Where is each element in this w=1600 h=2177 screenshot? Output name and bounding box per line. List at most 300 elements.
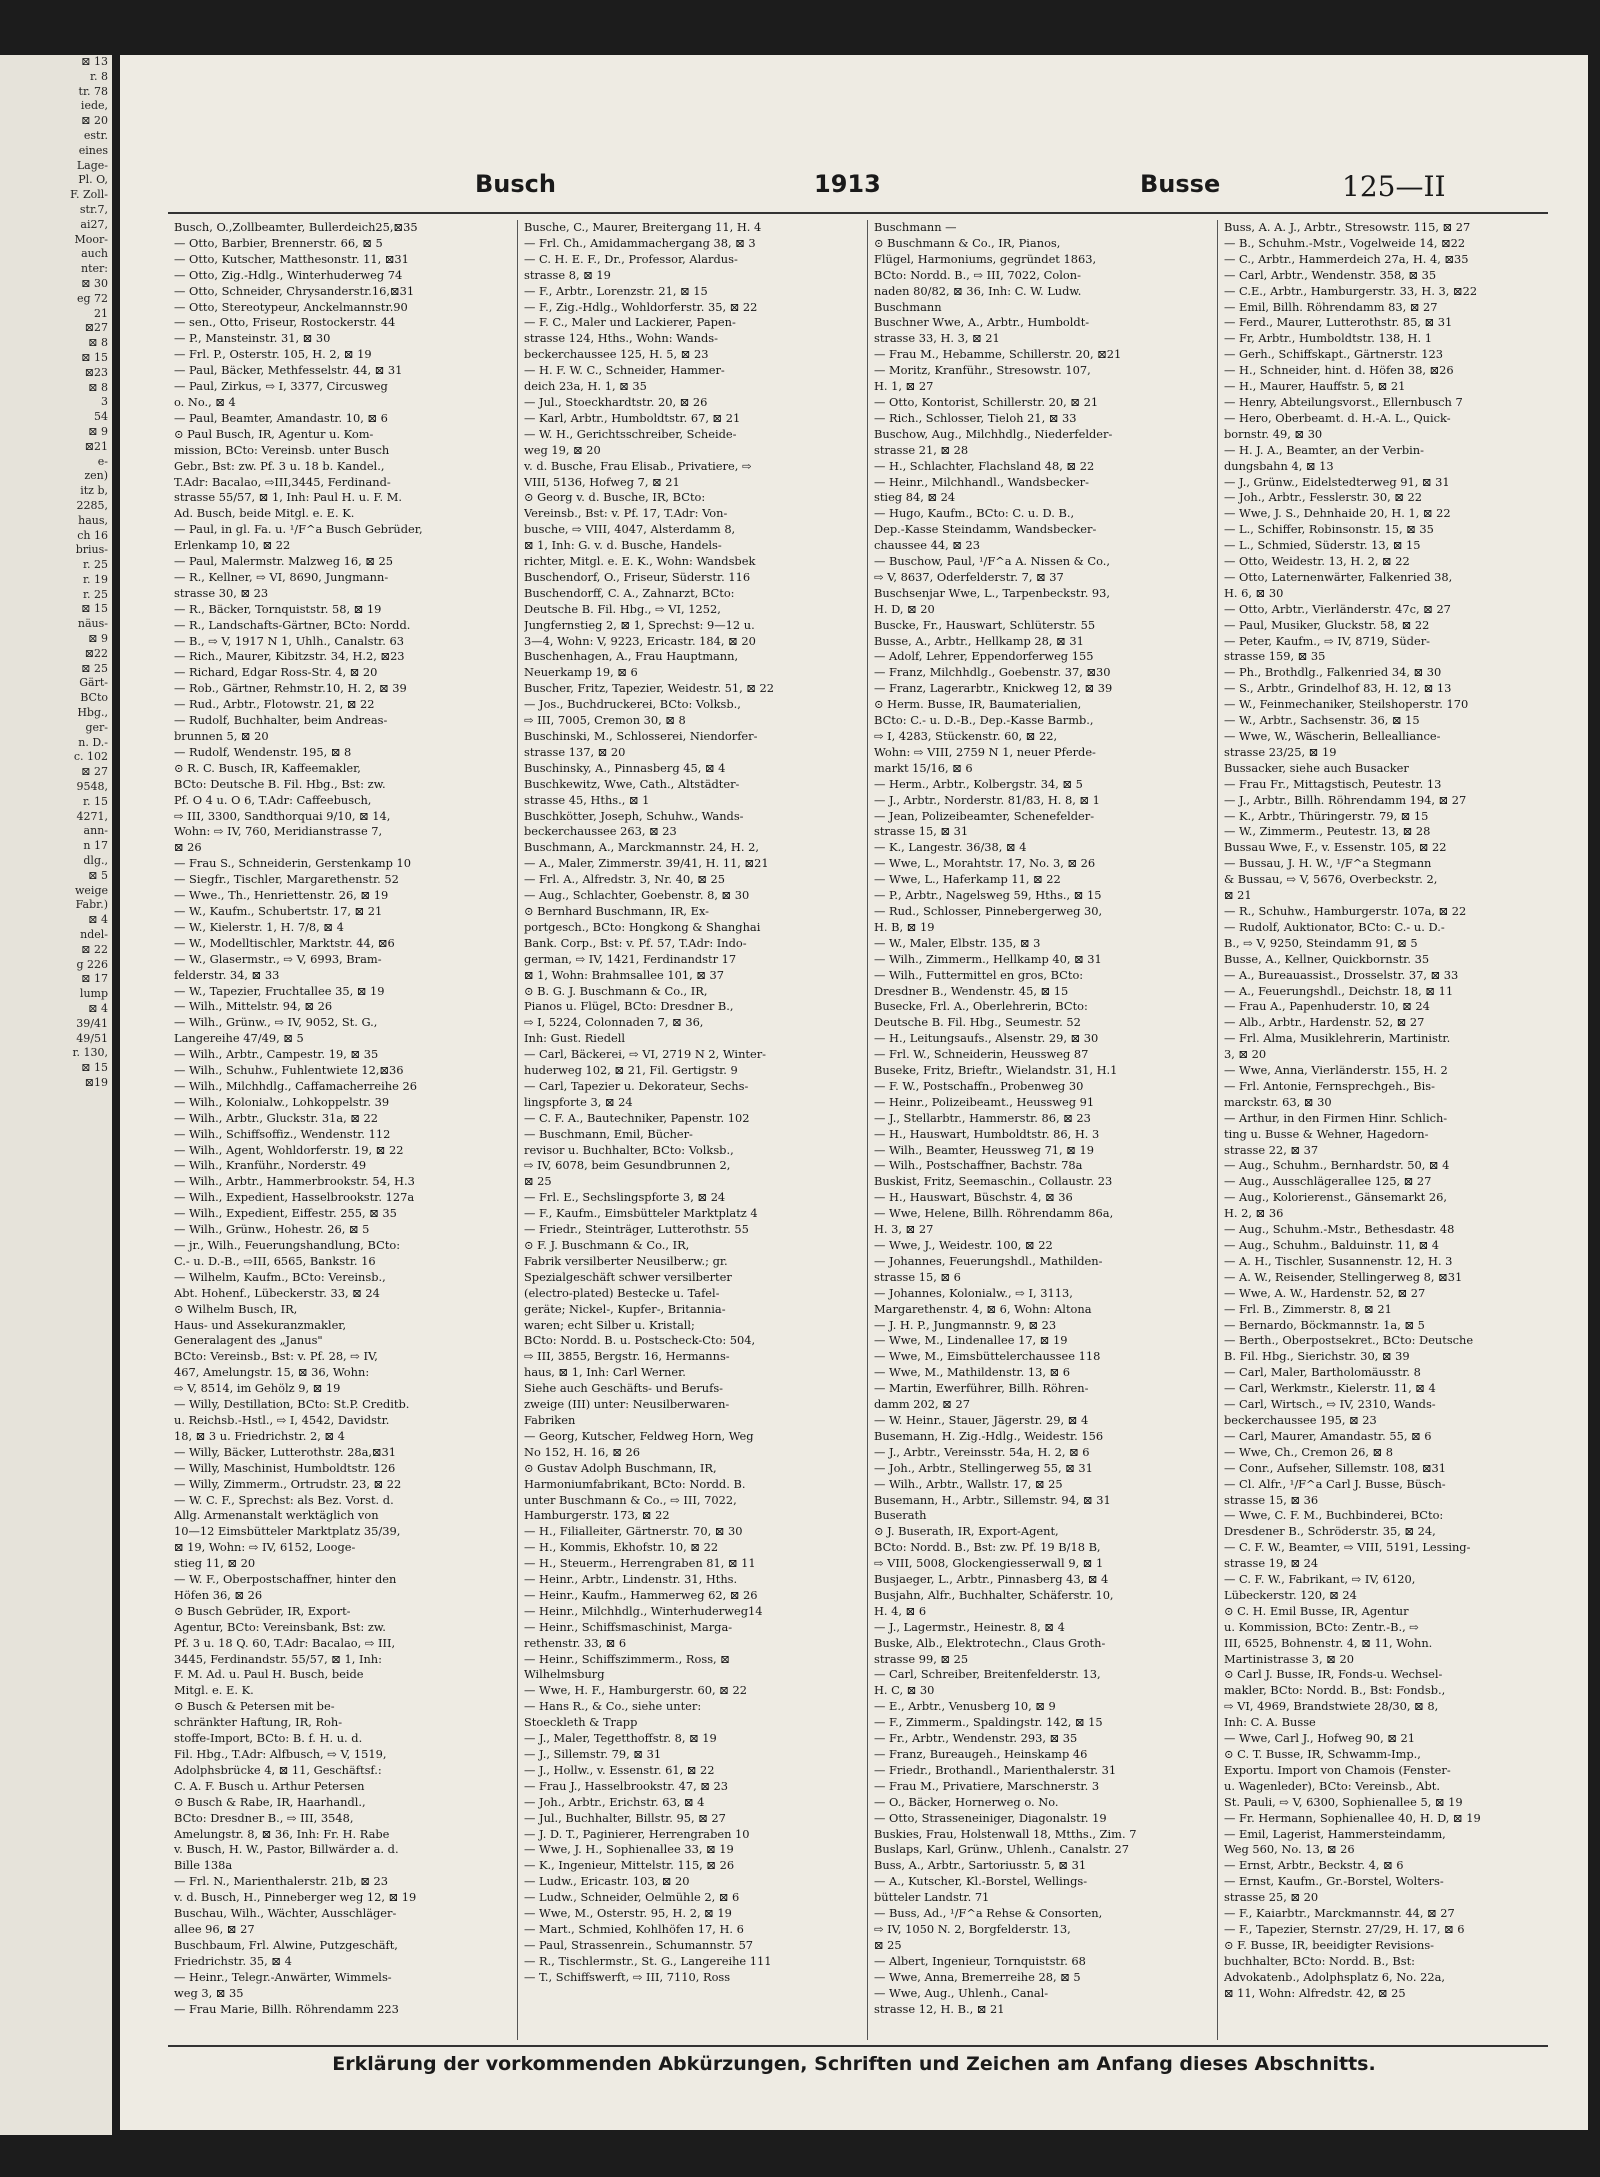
directory-entry: Amelungstr. 8, ⊠ 36, Inh: Fr. H. Rabe (174, 1826, 390, 1841)
directory-entry: u. Wagenleder), BCto: Vereinsb., Abt. (1224, 1778, 1440, 1793)
directory-entry: B. Fil. Hbg., Sierichstr. 30, ⊠ 39 (1224, 1349, 1410, 1364)
directory-entry: — Frl. W., Schneiderin, Heussweg 87 (874, 1047, 1089, 1062)
directory-entry: — Ernst, Arbtr., Beckstr. 4, ⊠ 6 (1224, 1858, 1404, 1873)
footer-rule (168, 2045, 1548, 2047)
directory-entry: — Heinr., Schiffsmaschinist, Marga- (524, 1619, 733, 1634)
directory-entry: Bussau Wwe, F., v. Essenstr. 105, ⊠ 22 (1224, 840, 1447, 855)
directory-entry: — Otto, Schneider, Chrysanderstr.16,⊠31 (174, 283, 415, 298)
directory-entry: — Frl. Ch., Amidammachergang 38, ⊠ 3 (524, 235, 756, 250)
directory-entry: — Frl. Alma, Musiklehrerin, Martinistr. (1224, 1031, 1451, 1046)
directory-entry: — F. W., Postschaffn., Probenweg 30 (874, 1078, 1084, 1093)
directory-entry: F. M. Ad. u. Paul H. Busch, beide (174, 1667, 364, 1682)
directory-entry: — Willy, Zimmerm., Ortrudstr. 23, ⊠ 22 (174, 1476, 402, 1491)
directory-entry: — H., Hauswart, Büschstr. 4, ⊠ 36 (874, 1190, 1073, 1205)
directory-entry: — H., Kommis, Ekhofstr. 10, ⊠ 22 (524, 1540, 719, 1555)
previous-page-fragment: dlg., (83, 854, 108, 868)
directory-entry: — Wilh., Kolonialw., Lohkoppelstr. 39 (174, 1094, 390, 1109)
directory-entry: — Gerh., Schiffskapt., Gärtnerstr. 123 (1224, 347, 1444, 362)
directory-entry: Generalagent des „Janus" (174, 1333, 323, 1348)
directory-entry: strasse 19, ⊠ 24 (1224, 1556, 1319, 1571)
directory-entry: ⊠ 21 (1224, 888, 1252, 903)
directory-entry: — J., Stellarbtr., Hammerstr. 86, ⊠ 23 (874, 1110, 1091, 1125)
directory-entry: ⇨ III, 3300, Sandthorquai 9/10, ⊠ 14, (174, 808, 391, 823)
directory-entry: — Ferd., Maurer, Lutterothstr. 85, ⊠ 31 (1224, 315, 1453, 330)
directory-entry: strasse 22, ⊠ 37 (1224, 1142, 1319, 1157)
directory-entry: strasse 8, ⊠ 19 (524, 267, 611, 282)
directory-entry: BCto: Nordd. B., ⇨ III, 7022, Colon- (874, 267, 1081, 282)
directory-entry: Busemann, H. Zig.-Hdlg., Weidestr. 156 (874, 1428, 1104, 1443)
directory-entry: — B., ⇨ V, 1917 N 1, Uhlh., Canalstr. 63 (174, 633, 404, 648)
directory-entry: richter, Mitgl. e. E. K., Wohn: Wandsbek (524, 554, 756, 569)
directory-entry: — H., Steuerm., Herrengraben 81, ⊠ 11 (524, 1556, 756, 1571)
directory-entry: — Frau A., Papenhuderstr. 10, ⊠ 24 (1224, 999, 1430, 1014)
directory-entry: — Heinr., Milchhandl., Wandsbecker- (874, 474, 1089, 489)
directory-entry: Margarethenstr. 4, ⊠ 6, Wohn: Altona (874, 1301, 1092, 1316)
directory-entry: Buschkötter, Joseph, Schuhw., Wands- (524, 808, 744, 823)
directory-entry: — E., Arbtr., Venusberg 10, ⊠ 9 (874, 1699, 1056, 1714)
entry-columns (168, 220, 1568, 2040)
directory-entry: — R., Kellner, ⇨ VI, 8690, Jungmann- (174, 569, 389, 584)
previous-page-fragment: ann- (83, 824, 108, 838)
directory-entry: — Paul, Malermstr. Malzweg 16, ⊠ 25 (174, 554, 394, 569)
directory-entry: — Frau S., Schneiderin, Gerstenkamp 10 (174, 856, 411, 871)
previous-page-fragment: iede, (80, 99, 108, 113)
directory-entry: weg 19, ⊠ 20 (524, 442, 601, 457)
directory-entry: Spezialgeschäft schwer versilberter (524, 1269, 732, 1284)
directory-entry: 467, Amelungstr. 15, ⊠ 36, Wohn: (174, 1365, 370, 1380)
directory-entry: — Buschmann, Emil, Bücher- (524, 1126, 693, 1141)
directory-entry: — Rud., Arbtr., Flotowstr. 21, ⊠ 22 (174, 697, 375, 712)
previous-page-fragment: ⊠ 13 (81, 55, 108, 68)
directory-entry: allee 96, ⊠ 27 (174, 1921, 255, 1936)
directory-entry: Busse, A., Arbtr., Hellkamp 28, ⊠ 31 (874, 633, 1084, 648)
directory-entry: — Rud., Schlosser, Pinnebergerweg 30, (874, 903, 1103, 918)
previous-page-fragment: 54 (94, 410, 108, 424)
previous-page-fragment: ⊠19 (84, 1075, 108, 1089)
directory-entry: — Paul, in gl. Fa. u. ¹/F^a Busch Gebrüder, (174, 522, 423, 537)
directory-entry: bornstr. 49, ⊠ 30 (1224, 426, 1323, 441)
directory-entry: — R., Bäcker, Tornquiststr. 58, ⊠ 19 (174, 601, 382, 616)
directory-entry: — Willy, Maschinist, Humboldtstr. 126 (174, 1460, 396, 1475)
directory-entry: BCto: Nordd. B., Bst: zw. Pf. 19 B/18 B, (874, 1540, 1101, 1555)
directory-entry: Buscke, Fr., Hauswart, Schlüterstr. 55 (874, 617, 1096, 632)
directory-entry: — H., Leitungsaufs., Alsenstr. 29, ⊠ 30 (874, 1031, 1099, 1046)
previous-page-fragment: ⊠ 5 (88, 868, 108, 882)
directory-entry: haus, ⊠ 1, Inh: Carl Werner. (524, 1365, 686, 1380)
directory-entry: — Carl, Bäckerei, ⇨ VI, 2719 N 2, Winter- (524, 1047, 767, 1062)
directory-entry: ⊠ 11, Wohn: Alfredstr. 42, ⊠ 25 (1224, 1985, 1406, 2000)
directory-entry: — Wilh., Expedient, Hasselbrookstr. 127a (174, 1190, 415, 1205)
directory-entry: strasse 33, H. 3, ⊠ 21 (874, 331, 1000, 346)
directory-entry: — Rudolf, Buchhalter, beim Andreas- (174, 713, 388, 728)
directory-entry: — jr., Wilh., Feuerungshandlung, BCto: (174, 1238, 401, 1252)
directory-entry: — Wwe, Ch., Cremon 26, ⊠ 8 (1224, 1444, 1394, 1459)
directory-entry: — W., Tapezier, Fruchtallee 35, ⊠ 19 (174, 983, 385, 998)
abbreviation-note: Erklärung der vorkommenden Abkürzungen, Schriften und Zeichen am Anfang dieses Abschnitts. (332, 2053, 1376, 2075)
directory-entry: — Wilh., Grünw., Hohestr. 26, ⊠ 5 (174, 1222, 370, 1237)
previous-page-fragment: ⊠ 8 (88, 380, 108, 394)
directory-entry: ⊙ Bernhard Buschmann, IR, Ex- (524, 903, 710, 918)
directory-entry: Adolphsbrücke 4, ⊠ 11, Geschäftsf.: (174, 1762, 382, 1777)
directory-entry: — W., Feinmechaniker, Steilshoperstr. 170 (1224, 697, 1469, 712)
previous-page-fragment: nter: (81, 262, 108, 276)
directory-entry: Buschinsky, A., Pinnasberg 45, ⊠ 4 (524, 760, 726, 775)
directory-entry: — R., Tischlermstr., St. G., Langereihe 111 (524, 1953, 772, 1968)
directory-entry: — C. F. A., Bautechniker, Papenstr. 102 (524, 1110, 750, 1125)
directory-entry: Buscher, Fritz, Tapezier, Weidestr. 51, ⊠ 22 (524, 681, 775, 696)
directory-entry: — Paul, Strassenrein., Schumannstr. 57 (524, 1937, 754, 1952)
directory-entry: Pianos u. Flügel, BCto: Dresdner B., (524, 999, 734, 1014)
directory-entry: — Paul, Zirkus, ⇨ I, 3377, Circusweg (174, 379, 388, 394)
directory-entry: — C. F. W., Fabrikant, ⇨ IV, 6120, (1224, 1572, 1416, 1587)
previous-page-fragment: ⊠27 (84, 321, 108, 335)
directory-entry: — Fr, Arbtr., Humboldtstr. 138, H. 1 (1224, 331, 1432, 346)
directory-entry: Deutsche B. Fil. Hbg., ⇨ VI, 1252, (524, 601, 721, 616)
directory-entry: Flügel, Harmoniums, gegründet 1863, (874, 251, 1097, 266)
previous-page-fragment: Pl. O, (78, 173, 108, 187)
directory-entry: Lübeckerstr. 120, ⊠ 24 (1224, 1587, 1357, 1602)
directory-entry: Bille 138a (174, 1858, 233, 1873)
directory-entry: — H., Hauswart, Humboldtstr. 86, H. 3 (874, 1126, 1100, 1141)
previous-page-fragment: ⊠ 9 (88, 424, 108, 438)
directory-entry: ⊙ C. T. Busse, IR, Schwamm-Imp., (1224, 1747, 1421, 1761)
directory-entry: — Otto, Kutscher, Matthesonstr. 11, ⊠31 (174, 251, 409, 266)
directory-entry: — W., Arbtr., Sachsenstr. 36, ⊠ 15 (1224, 713, 1420, 728)
directory-entry: — F., Tapezier, Sternstr. 27/29, H. 17, ⊠ 6 (1224, 1921, 1465, 1936)
directory-entry: — Wwe, L., Haferkamp 11, ⊠ 22 (874, 872, 1061, 887)
directory-entry: — J., Lagermstr., Heinestr. 8, ⊠ 4 (874, 1619, 1065, 1634)
directory-entry: — J., Hollw., v. Essenstr. 61, ⊠ 22 (524, 1762, 715, 1777)
directory-entry: — Cl. Alfr., ¹/F^a Carl J. Busse, Büsch- (1224, 1476, 1446, 1491)
previous-page-fragment: ger- (85, 720, 108, 734)
directory-entry: Buskies, Frau, Holstenwall 18, Mtths., Zim. 7 (874, 1826, 1137, 1841)
directory-entry: Neuerkamp 19, ⊠ 6 (524, 665, 638, 680)
previous-page-fragment: ⊠ 27 (81, 765, 108, 779)
directory-entry: — Wwe, W., Wäscherin, Bellealliance- (1224, 729, 1441, 743)
directory-entry: ⊠ 19, Wohn: ⇨ IV, 6152, Looge- (174, 1540, 356, 1555)
directory-entry: — Aug., Kolorierenst., Gänsemarkt 26, (1224, 1190, 1447, 1205)
directory-entry: Wilhelmsburg (524, 1667, 605, 1682)
directory-entry: v. d. Busche, Frau Elisab., Privatiere, ⇨ (524, 458, 752, 473)
directory-entry: buchhalter, BCto: Nordd. B., Bst: (1224, 1953, 1416, 1968)
running-head-right: Busse (1140, 170, 1221, 198)
directory-entry: — Carl, Tapezier u. Dekorateur, Sechs- (524, 1078, 749, 1093)
directory-entry: B., ⇨ V, 9250, Steindamm 91, ⊠ 5 (1224, 935, 1418, 950)
directory-entry: — W., Glasermstr., ⇨ V, 6993, Bram- (174, 951, 382, 966)
directory-entry: — Karl, Arbtr., Humboldtstr. 67, ⊠ 21 (524, 410, 741, 425)
directory-entry: — Wwe, H. F., Hamburgerstr. 60, ⊠ 22 (524, 1683, 747, 1698)
previous-page-fragment: ⊠22 (84, 646, 108, 660)
directory-entry: strasse 55/57, ⊠ 1, Inh: Paul H. u. F. M. (174, 490, 403, 505)
directory-entry: — Wilh., Agent, Wohldorferstr. 19, ⊠ 22 (174, 1142, 404, 1157)
directory-entry: — Wilh., Grünw., ⇨ IV, 9052, St. G., (174, 1015, 378, 1030)
directory-entry: — Joh., Arbtr., Stellingerweg 55, ⊠ 31 (874, 1460, 1093, 1475)
directory-entry: — Otto, Stereotypeur, Anckelmannstr.90 (174, 299, 408, 314)
previous-page-fragment: näus- (77, 617, 108, 631)
directory-entry: — Heinr., Schiffszimmerm., Ross, ⊠ (524, 1651, 730, 1666)
directory-entry: — J., Arbtr., Vereinsstr. 54a, H. 2, ⊠ 6 (874, 1444, 1090, 1459)
header-rule (168, 212, 1548, 214)
directory-entry: — Wwe, Anna, Bremerreihe 28, ⊠ 5 (874, 1969, 1081, 1984)
directory-entry: — Hugo, Kaufm., BCto: C. u. D. B., (874, 506, 1075, 521)
previous-page-fragment: ⊠23 (84, 365, 108, 379)
directory-entry: — Frl. B., Zimmerstr. 8, ⊠ 21 (1224, 1301, 1392, 1316)
directory-entry: — Herm., Arbtr., Kolbergstr. 34, ⊠ 5 (874, 776, 1083, 791)
previous-page-fragment: ⊠21 (84, 439, 108, 453)
directory-entry: C.- u. D.-B., ⇨III, 6565, Bankstr. 16 (174, 1253, 376, 1268)
directory-entry: — Wwe, C. F. M., Buchbinderei, BCto: (1224, 1508, 1444, 1523)
directory-entry: — Aug., Schuhm., Bernhardstr. 50, ⊠ 4 (1224, 1158, 1450, 1173)
directory-entry: — Carl, Arbtr., Wendenstr. 358, ⊠ 35 (1224, 267, 1437, 282)
directory-entry: — Wilh., Milchhdlg., Caffamacherreihe 26 (174, 1078, 417, 1093)
previous-page-fragment: n 17 (83, 839, 108, 853)
directory-entry: — Rudolf, Wendenstr. 195, ⊠ 8 (174, 744, 352, 759)
directory-entry: strasse 25, ⊠ 20 (1224, 1890, 1319, 1905)
directory-entry: v. d. Busch, H., Pinneberger weg 12, ⊠ 19 (174, 1890, 417, 1905)
directory-entry: unter Buschmann & Co., ⇨ III, 7022, (524, 1492, 737, 1507)
directory-entry: — Carl, Maler, Bartholomäusstr. 8 (1224, 1365, 1421, 1380)
directory-entry: Wohn: ⇨ IV, 760, Meridianstrasse 7, (174, 824, 383, 839)
directory-entry: ⊙ B. G. J. Buschmann & Co., IR, (524, 983, 708, 998)
directory-page (120, 55, 1588, 2130)
directory-entry: — C. F. W., Beamter, ⇨ VIII, 5191, Lessing- (1224, 1540, 1471, 1555)
directory-entry: Inh: C. A. Busse (1224, 1715, 1316, 1730)
directory-entry: — Frau M., Hebamme, Schillerstr. 20, ⊠21 (874, 347, 1122, 362)
previous-page-fragment: r. 130, (72, 1046, 108, 1060)
previous-page-fragment: Lage- (76, 158, 108, 172)
directory-entry: — Heinr., Milchhdlg., Winterhuderweg14 (524, 1603, 763, 1618)
directory-entry: ⊙ Buschmann & Co., IR, Pianos, (874, 235, 1061, 250)
directory-entry: ⊠ 1, Inh: G. v. d. Busche, Handels- (524, 538, 722, 553)
directory-entry: — Albert, Ingenieur, Tornquiststr. 68 (874, 1953, 1086, 1968)
directory-entry: — Wilh., Beamter, Heussweg 71, ⊠ 19 (874, 1142, 1094, 1157)
directory-entry: — Otto, Kontorist, Schillerstr. 20, ⊠ 21 (874, 394, 1099, 409)
directory-entry: — Georg, Kutscher, Feldweg Horn, Weg (524, 1428, 754, 1443)
directory-entry: deich 23a, H. 1, ⊠ 35 (524, 379, 647, 394)
directory-entry: Busse, A., Kellner, Quickbornstr. 35 (1224, 951, 1430, 966)
directory-entry: — W., Maler, Elbstr. 135, ⊠ 3 (874, 935, 1041, 950)
directory-entry: strasse 45, Hths., ⊠ 1 (524, 792, 650, 807)
directory-entry: Buschner Wwe, A., Arbtr., Humboldt- (874, 315, 1090, 330)
previous-page-fragment: ⊠ 17 (81, 972, 108, 986)
previous-page-fragment: 2285, (76, 498, 108, 512)
previous-page-fragment: ⊠ 22 (81, 942, 108, 956)
directory-entry: — A., Bureauassist., Drosselstr. 37, ⊠ 33 (1224, 967, 1459, 982)
directory-entry: III, 6525, Bohnenstr. 4, ⊠ 11, Wohn. (1224, 1635, 1433, 1650)
directory-entry: Höfen 36, ⊠ 26 (174, 1587, 263, 1602)
directory-entry: — Heinr., Polizeibeamt., Heussweg 91 (874, 1094, 1095, 1109)
directory-entry: — Willy, Destillation, BCto: St.P. Creditb. (174, 1397, 410, 1412)
directory-entry: Friedrichstr. 35, ⊠ 4 (174, 1953, 292, 1968)
directory-entry: portgesch., BCto: Hongkong & Shanghai (524, 919, 761, 934)
previous-page-fragment: 49/51 (76, 1031, 108, 1045)
previous-page-fragment: g 226 (76, 957, 108, 971)
directory-entry: — J. H. P., Jungmannstr. 9, ⊠ 23 (874, 1317, 1057, 1332)
directory-entry: Buschendorff, C. A., Zahnarzt, BCto: (524, 585, 735, 600)
directory-entry: H. C, ⊠ 30 (874, 1683, 935, 1698)
directory-entry: — Wilh., Arbtr., Gluckstr. 31a, ⊠ 22 (174, 1110, 379, 1125)
directory-entry: ⇨ I, 5224, Colonnaden 7, ⊠ 36, (524, 1015, 704, 1030)
directory-entry: — Rob., Gärtner, Rehmstr.10, H. 2, ⊠ 39 (174, 681, 407, 696)
directory-entry: 3, ⊠ 20 (1224, 1047, 1267, 1062)
directory-entry: Dresdner B., Wendenstr. 45, ⊠ 15 (874, 983, 1069, 998)
directory-entry: — H. J. A., Beamter, an der Verbin- (1224, 442, 1424, 457)
previous-page-fragment: 3 (101, 395, 108, 409)
directory-entry: — Heinr., Arbtr., Lindenstr. 31, Hths. (524, 1572, 738, 1587)
directory-entry: Buske, Alb., Elektrotechn., Claus Groth- (874, 1635, 1106, 1650)
directory-entry: — Frau Fr., Mittagstisch, Peutestr. 13 (1224, 776, 1442, 791)
directory-entry: ⊙ C. H. Emil Busse, IR, Agentur (1224, 1603, 1409, 1618)
directory-entry: rethenstr. 33, ⊠ 6 (524, 1635, 627, 1650)
directory-entry: ⊙ J. Buserath, IR, Export-Agent, (874, 1524, 1059, 1539)
directory-entry: weg 3, ⊠ 35 (174, 1985, 244, 2000)
directory-entry: — T., Schiffswerft, ⇨ III, 7110, Ross (524, 1969, 731, 1984)
directory-entry: — Frl. Antonie, Fernsprechgeh., Bis- (1224, 1078, 1435, 1093)
directory-entry: Buschkewitz, Wwe, Cath., Altstädter- (524, 776, 740, 791)
directory-entry: — Wilh., Schuhw., Fuhlentwiete 12,⊠36 (174, 1063, 404, 1078)
directory-entry: beckerchaussee 263, ⊠ 23 (524, 824, 677, 839)
directory-entry: Haus- und Assekuranzmakler, (174, 1317, 347, 1332)
directory-entry: strasse 15, ⊠ 6 (874, 1269, 961, 1284)
directory-entry: — W. Heinr., Stauer, Jägerstr. 29, ⊠ 4 (874, 1412, 1089, 1427)
directory-entry: strasse 15, ⊠ 36 (1224, 1492, 1319, 1507)
directory-entry: — Jul., Buchhalter, Billstr. 95, ⊠ 27 (524, 1810, 726, 1825)
directory-entry: — C.E., Arbtr., Hamburgerstr. 33, H. 3, ⊠22 (1224, 283, 1478, 298)
directory-entry: ⇨ VI, 4969, Brandstwiete 28/30, ⊠ 8, (1224, 1699, 1439, 1714)
directory-entry: — Moritz, Kranführ., Stresowstr. 107, (874, 363, 1091, 378)
directory-entry: ⊙ Paul Busch, IR, Agentur u. Kom- (174, 426, 374, 441)
previous-page-fragment: ⊠ 15 (81, 350, 108, 364)
previous-page-fragment: ndel- (80, 928, 108, 942)
directory-entry: — W., Kielerstr. 1, H. 7/8, ⊠ 4 (174, 919, 344, 934)
directory-entry: — Wilh., Futtermittel en gros, BCto: (874, 967, 1084, 982)
directory-entry: — Willy, Bäcker, Lutterothstr. 28a,⊠31 (174, 1444, 397, 1459)
directory-entry: T.Adr: Bacalao, ⇨III,3445, Ferdinand- (174, 474, 391, 489)
directory-entry: — Adolf, Lehrer, Eppendorferweg 155 (874, 649, 1094, 664)
directory-entry: — F., Kaiarbtr., Marckmannstr. 44, ⊠ 27 (1224, 1906, 1455, 1921)
previous-page-fragment: Hbg., (77, 706, 108, 720)
directory-entry: C. A. F. Busch u. Arthur Petersen (174, 1778, 365, 1793)
directory-entry: v. Busch, H. W., Pastor, Billwärder a. d. (174, 1842, 399, 1857)
previous-page-fragment: Gärt- (79, 676, 108, 690)
directory-entry: — Wwe, M., Osterstr. 95, H. 2, ⊠ 19 (524, 1906, 732, 1921)
previous-page-fragment: str.7, (79, 202, 108, 216)
directory-entry: — Mart., Schmied, Kohlhöfen 17, H. 6 (524, 1921, 744, 1936)
previous-page-fragment: ⊠ 25 (81, 661, 108, 675)
directory-entry: — Jul., Stoeckhardtstr. 20, ⊠ 26 (524, 394, 708, 409)
directory-entry: — Fr. Hermann, Sophienallee 40, H. D, ⊠ 19 (1224, 1810, 1481, 1825)
directory-entry: strasse 99, ⊠ 25 (874, 1651, 969, 1666)
directory-entry: — Wwe, Helene, Billh. Röhrendamm 86a, (874, 1206, 1114, 1221)
directory-entry: stieg 84, ⊠ 24 (874, 490, 956, 505)
directory-entry: ⊠ 26 (174, 840, 202, 855)
directory-entry: — W., Zimmerm., Peutestr. 13, ⊠ 28 (1224, 824, 1431, 839)
directory-entry: — R., Schuhw., Hamburgerstr. 107a, ⊠ 22 (1224, 903, 1467, 918)
directory-entry: — J., Grünw., Eidelstedterweg 91, ⊠ 31 (1224, 474, 1450, 489)
directory-entry: — Franz, Lagerarbtr., Knickweg 12, ⊠ 39 (874, 681, 1113, 696)
directory-entry: — Fr., Arbtr., Wendenstr. 293, ⊠ 35 (874, 1731, 1078, 1746)
directory-entry: Gebr., Bst: zw. Pf. 3 u. 18 b. Kandel., (174, 458, 385, 473)
directory-entry: — Frl. E., Sechslingspforte 3, ⊠ 24 (524, 1190, 726, 1205)
directory-entry: — H., Schlachter, Flachsland 48, ⊠ 22 (874, 458, 1095, 473)
directory-entry: — Wwe, A. W., Hardenstr. 52, ⊠ 27 (1224, 1285, 1426, 1300)
directory-entry: Buschau, Wilh., Wächter, Ausschläger- (174, 1906, 397, 1921)
directory-entry: — Rudolf, Auktionator, BCto: C.- u. D.- (1224, 919, 1445, 934)
directory-entry: ⇨ V, 8637, Oderfelderstr. 7, ⊠ 37 (874, 569, 1064, 584)
directory-entry: — H. F. W. C., Schneider, Hammer- (524, 363, 725, 378)
directory-entry: strasse 15, ⊠ 31 (874, 824, 969, 839)
directory-entry: ⊙ Wilhelm Busch, IR, (174, 1301, 298, 1316)
directory-entry: — sen., Otto, Friseur, Rostockerstr. 44 (174, 315, 396, 330)
directory-entry: — Heinr., Telegr.-Anwärter, Wimmels- (174, 1969, 392, 1984)
directory-entry: Harmoniumfabrikant, BCto: Nordd. B. (524, 1476, 746, 1491)
directory-entry: — K., Ingenieur, Mittelstr. 115, ⊠ 26 (524, 1858, 735, 1873)
directory-entry: ⇨ V, 8514, im Gehölz 9, ⊠ 19 (174, 1381, 341, 1396)
directory-entry: 10—12 Eimsbütteler Marktplatz 35/39, (174, 1524, 401, 1539)
directory-entry: BCto: Deutsche B. Fil. Hbg., Bst: zw. (174, 776, 386, 791)
page-header (120, 170, 1588, 206)
directory-entry: — Otto, Barbier, Brennerstr. 66, ⊠ 5 (174, 235, 383, 250)
directory-entry: Pf. O 4 u. O 6, T.Adr: Caffeebusch, (174, 792, 372, 807)
directory-entry: — Ludw., Schneider, Oelmühle 2, ⊠ 6 (524, 1890, 740, 1905)
directory-entry: H. 4, ⊠ 6 (874, 1603, 927, 1618)
directory-entry: — Conr., Aufseher, Sillemstr. 108, ⊠31 (1224, 1460, 1447, 1475)
directory-entry: — P., Arbtr., Nagelsweg 59, Hths., ⊠ 15 (874, 888, 1102, 903)
directory-entry: — Otto, Weidestr. 13, H. 2, ⊠ 22 (1224, 554, 1410, 569)
directory-entry: — A., Kutscher, Kl.-Borstel, Wellings- (874, 1874, 1088, 1889)
directory-entry: ⊙ Carl J. Busse, IR, Fonds-u. Wechsel- (1224, 1667, 1443, 1682)
previous-page-fragment: r. 8 (89, 69, 108, 83)
directory-entry: strasse 124, Hths., Wohn: Wands- (524, 331, 719, 346)
directory-entry: — Frau J., Hasselbrookstr. 47, ⊠ 23 (524, 1778, 729, 1793)
previous-page-fragment: ai27, (80, 217, 108, 231)
directory-entry: Buserath (874, 1508, 927, 1523)
directory-entry: dungsbahn 4, ⊠ 13 (1224, 458, 1334, 473)
directory-entry: Allg. Armenanstalt werktäglich von (174, 1508, 379, 1523)
directory-entry: H. B, ⊠ 19 (874, 919, 935, 934)
directory-entry: — J., Sillemstr. 79, ⊠ 31 (524, 1747, 662, 1761)
directory-entry: — Wilhelm, Kaufm., BCto: Vereinsb., (174, 1269, 386, 1284)
directory-entry: — L., Schmied, Süderstr. 13, ⊠ 15 (1224, 538, 1421, 553)
directory-entry: — Wwe, M., Eimsbüttelerchaussee 118 (874, 1349, 1101, 1364)
directory-entry: Erlenkamp 10, ⊠ 22 (174, 538, 291, 553)
directory-entry: ⊙ Gustav Adolph Buschmann, IR, (524, 1460, 717, 1475)
directory-entry: St. Pauli, ⇨ V, 6300, Sophienallee 5, ⊠ 19 (1224, 1794, 1463, 1809)
directory-entry: stoffe-Import, BCto: B. f. H. u. d. (174, 1731, 363, 1746)
directory-entry: — Joh., Arbtr., Fesslerstr. 30, ⊠ 22 (1224, 490, 1423, 505)
directory-entry: 3—4, Wohn: V, 9223, Ericastr. 184, ⊠ 20 (524, 633, 756, 648)
directory-entry: ⇨ IV, 1050 N. 2, Borgfelderstr. 13, (874, 1921, 1071, 1936)
directory-entry: — Wwe, L., Morahtstr. 17, No. 3, ⊠ 26 (874, 856, 1096, 871)
previous-page-fragment: eines (78, 143, 108, 157)
directory-entry: Fabriken (524, 1412, 576, 1427)
directory-entry: 3445, Ferdinandstr. 55/57, ⊠ 1, Inh: (174, 1651, 382, 1666)
directory-entry: — Aug., Ausschlägerallee 125, ⊠ 27 (1224, 1174, 1432, 1189)
previous-page-fragment: auch (81, 247, 108, 261)
directory-entry: — J., Arbtr., Billh. Röhrendamm 194, ⊠ 27 (1224, 792, 1467, 807)
directory-entry: — Carl, Werkmstr., Kielerstr. 11, ⊠ 4 (1224, 1381, 1436, 1396)
column-4 (1218, 220, 1568, 2040)
previous-page-fragment: ⊠ 15 (81, 1061, 108, 1075)
directory-entry: — Frau Marie, Billh. Röhrendamm 223 (174, 2001, 399, 2016)
previous-page-fragment: weige (75, 883, 108, 897)
directory-entry: — Johannes, Kolonialw., ⇨ I, 3113, (874, 1285, 1073, 1300)
directory-entry: — Frau M., Privatiere, Marschnerstr. 3 (874, 1778, 1100, 1793)
directory-entry: ⇨ III, 3855, Bergstr. 16, Hermanns- (524, 1349, 730, 1364)
directory-entry: — Ernst, Kaufm., Gr.-Borstel, Wolters- (1224, 1874, 1444, 1889)
directory-entry: — K., Arbtr., Thüringerstr. 79, ⊠ 15 (1224, 808, 1429, 823)
previous-page-fragment: ⊠ 4 (88, 913, 108, 927)
